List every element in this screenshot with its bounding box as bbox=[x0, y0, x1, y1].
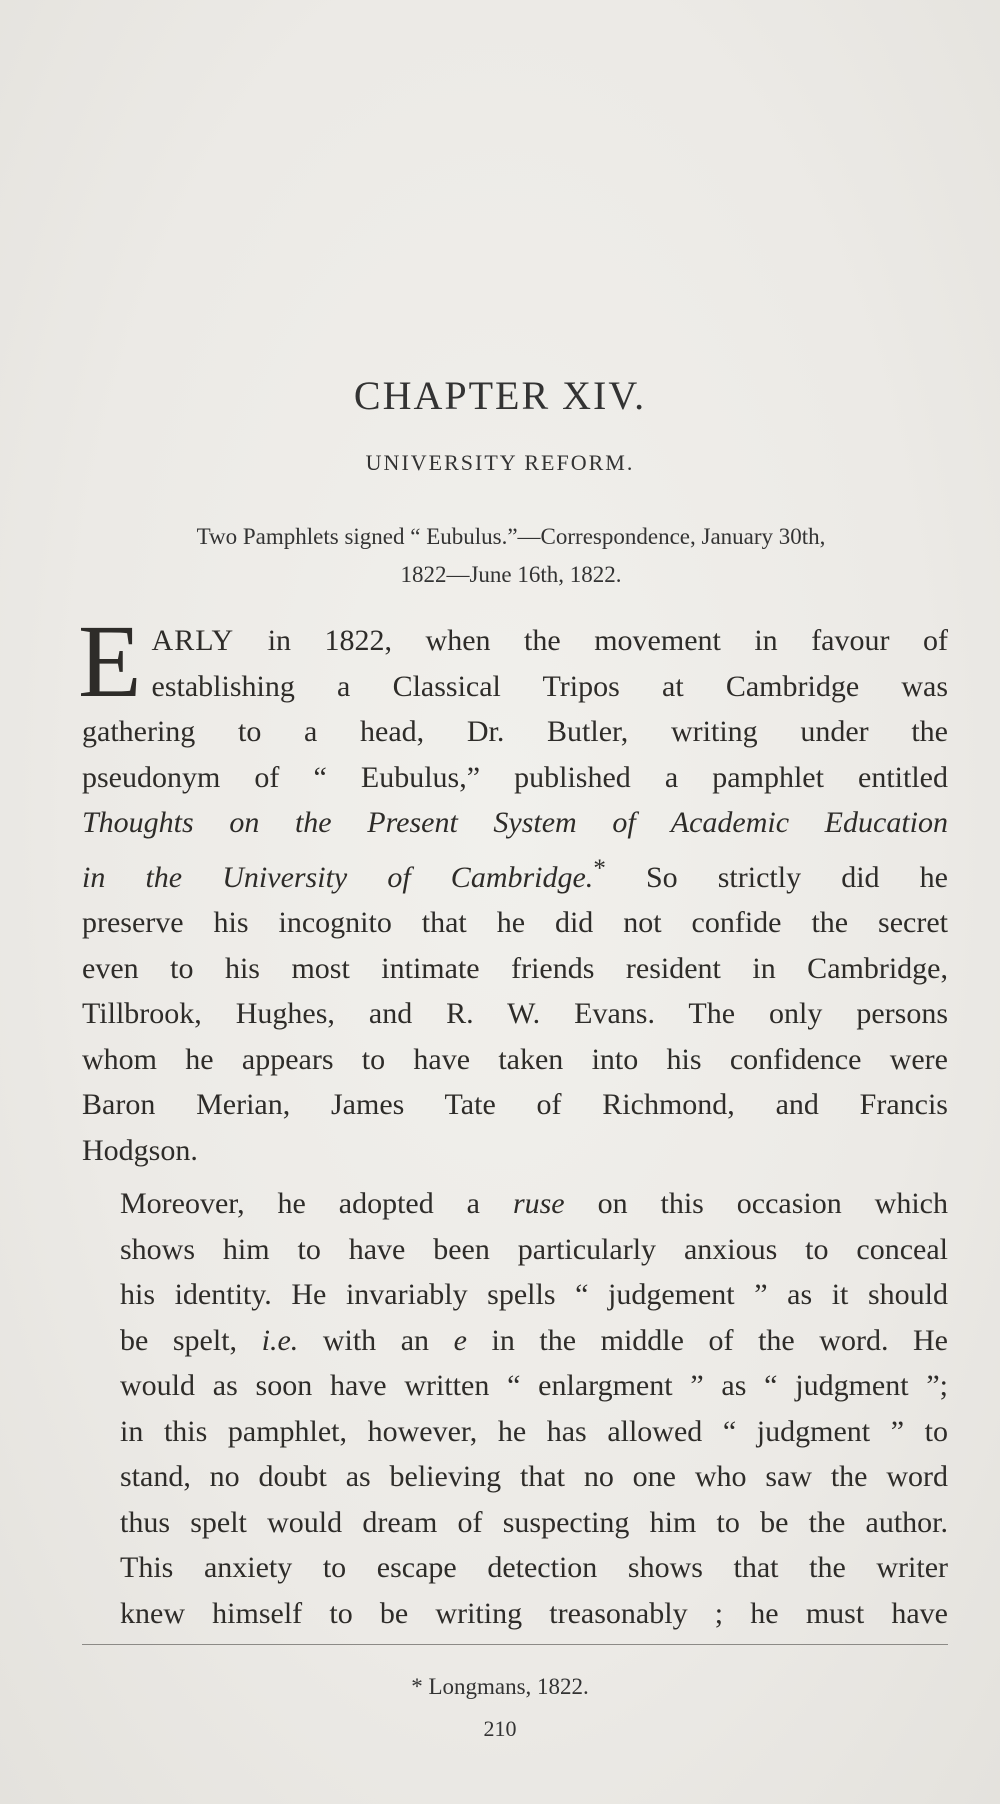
paragraph-2 bbox=[82, 1181, 948, 1636]
text-line: establishing a Classical Tripos at Cambridge was bbox=[151, 669, 948, 703]
text-line: gathering to a head, Dr. Butler, writing under the bbox=[82, 715, 948, 748]
chapter-title: CHAPTER XIV. bbox=[353, 373, 647, 418]
text-line bbox=[82, 1181, 948, 1227]
footnote: * Longmans, 1822. bbox=[411, 1674, 589, 1699]
body-text bbox=[78, 604, 948, 1636]
text-line: Tillbrook, Hughes, and R. W. Evans. The only persons bbox=[82, 997, 948, 1030]
book-title-cont: in the University of Cambridge. bbox=[82, 860, 594, 894]
small-caps-word: ARLY bbox=[151, 624, 235, 657]
text-line: even to his most intimate friends resident in Cambridge, bbox=[82, 951, 948, 985]
text-fragment: on this occasion which bbox=[564, 1187, 948, 1220]
text-line: Hodgson. bbox=[82, 1133, 198, 1167]
text-line: pseudonym of “ Eubulus,” published a pamphlet entitled bbox=[82, 760, 948, 794]
text-line: in this pamphlet, however, he has allowed “ judgment ” to bbox=[120, 1414, 948, 1448]
paragraph-1 bbox=[78, 604, 948, 1173]
text-fragment: So strictly did he bbox=[605, 860, 948, 894]
chapter-summary bbox=[76, 518, 946, 594]
text-line: would as soon have written “ enlargment ” as “ judgment ”; bbox=[120, 1369, 948, 1402]
summary-line-1: Two Pamphlets signed “ Eubulus.”—Correspondence, January 30th, bbox=[196, 524, 826, 549]
text-line bbox=[82, 1318, 948, 1364]
italic-word: e bbox=[453, 1323, 467, 1357]
italic-word: ruse bbox=[512, 1187, 565, 1220]
italic-word: i.e. bbox=[261, 1323, 299, 1357]
text-fragment: be spelt, bbox=[120, 1323, 262, 1357]
text-line bbox=[82, 800, 948, 846]
drop-cap: E bbox=[78, 604, 142, 719]
page-number: 210 bbox=[483, 1716, 517, 1741]
text-line: Baron Merian, James Tate of Richmond, and Francis bbox=[82, 1088, 948, 1121]
text-line: his identity. He invariably spells “ judgement ” as it should bbox=[120, 1278, 948, 1311]
text-line: preserve his incognito that he did not confide the secret bbox=[82, 906, 948, 939]
text-line: thus spelt would dream of suspecting him to be the author. bbox=[120, 1505, 948, 1539]
text-line: This anxiety to escape detection shows that the writer bbox=[120, 1551, 948, 1584]
text-line: whom he appears to have taken into his confidence were bbox=[82, 1042, 948, 1076]
text-line: knew himself to be writing treasonably ; he must have bbox=[120, 1596, 948, 1630]
summary-line-2: 1822—June 16th, 1822. bbox=[400, 562, 622, 587]
text-fragment: in 1822, when the movement in favour of bbox=[234, 624, 948, 657]
footnote-mark: * bbox=[593, 854, 606, 882]
text-line: shows him to have been particularly anxious to conceal bbox=[120, 1232, 948, 1266]
text-line bbox=[82, 846, 948, 901]
chapter-subtitle: UNIVERSITY REFORM. bbox=[365, 450, 635, 475]
footnote-divider bbox=[82, 1644, 948, 1645]
text-fragment: with an bbox=[298, 1323, 454, 1357]
book-title: Thoughts on the Present System of Academic Education bbox=[82, 806, 948, 839]
text-line bbox=[82, 618, 948, 664]
text-fragment: in the middle of the word. He bbox=[466, 1323, 948, 1357]
text-fragment: Moreover, he adopted a bbox=[120, 1187, 513, 1220]
text-line: stand, no doubt as believing that no one who saw the word bbox=[120, 1460, 948, 1493]
